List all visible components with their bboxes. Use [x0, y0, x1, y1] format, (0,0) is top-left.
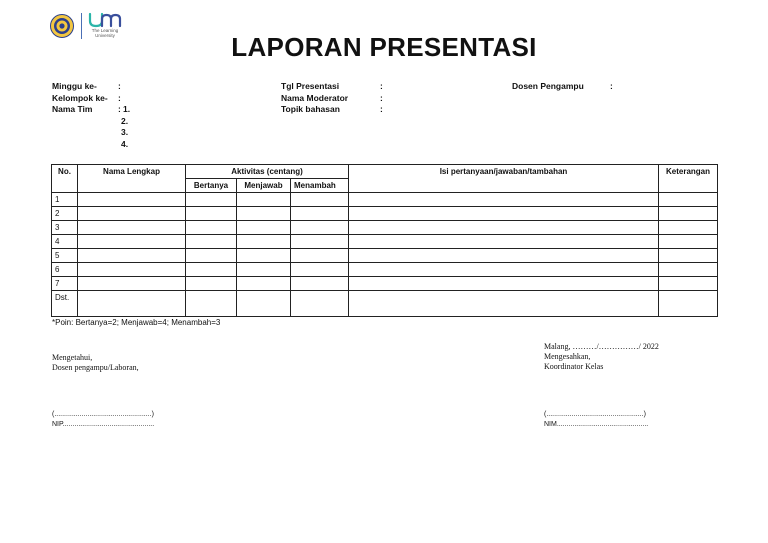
row-number: 6 — [52, 263, 78, 277]
field-label: Dosen Pengampu — [512, 81, 584, 91]
note-cell[interactable] — [659, 193, 718, 207]
menjawab-checkbox-cell[interactable] — [237, 263, 291, 277]
team-member-number: 2. — [121, 115, 129, 126]
signature-name-line: (..................................................) — [52, 411, 154, 418]
header-no: No. — [52, 165, 78, 193]
content-cell[interactable] — [349, 193, 659, 207]
points-note: *Poin: Bertanya=2; Menjawab=4; Menambah=3 — [52, 318, 221, 327]
header-isi: Isi pertanyaan/jawaban/tambahan — [349, 165, 659, 193]
content-cell[interactable] — [349, 221, 659, 235]
table-row — [52, 207, 718, 221]
note-cell[interactable] — [659, 277, 718, 291]
name-cell[interactable] — [78, 291, 186, 317]
menjawab-checkbox-cell[interactable] — [237, 249, 291, 263]
signature-name-line: (..................................................) — [544, 411, 646, 418]
signature-lines-left — [52, 410, 154, 430]
activity-table — [51, 164, 718, 317]
content-cell[interactable] — [349, 249, 659, 263]
bertanya-checkbox-cell[interactable] — [186, 263, 237, 277]
field-kelompok — [52, 93, 130, 105]
field-label: Nama Tim — [52, 104, 93, 114]
signature-caption: Mengetahui, — [52, 353, 93, 362]
bertanya-checkbox-cell[interactable] — [186, 221, 237, 235]
field-minggu — [52, 81, 130, 93]
header-nama-lengkap: Nama Lengkap — [78, 165, 186, 193]
signature-block-right — [544, 342, 659, 372]
table-row — [52, 291, 718, 317]
field-colon: : — [610, 81, 613, 91]
menjawab-checkbox-cell[interactable] — [237, 235, 291, 249]
lecturer-info-field — [512, 81, 613, 93]
table-row — [52, 235, 718, 249]
note-cell[interactable] — [659, 291, 718, 317]
header-bertanya: Bertanya — [186, 179, 237, 193]
name-cell[interactable] — [78, 193, 186, 207]
field-colon: : — [118, 92, 121, 103]
name-cell[interactable] — [78, 235, 186, 249]
bertanya-checkbox-cell[interactable] — [186, 291, 237, 317]
signature-role: Koordinator Kelas — [544, 362, 604, 371]
content-cell[interactable] — [349, 263, 659, 277]
row-number: 5 — [52, 249, 78, 263]
name-cell[interactable] — [78, 249, 186, 263]
header-menambah: Menambah — [291, 179, 349, 193]
content-cell[interactable] — [349, 207, 659, 221]
menambah-checkbox-cell[interactable] — [291, 249, 349, 263]
header-keterangan: Keterangan — [659, 165, 718, 193]
signature-caption: Mengesahkan, — [544, 352, 591, 361]
menambah-checkbox-cell[interactable] — [291, 207, 349, 221]
team-member-number: 3. — [121, 127, 129, 137]
bertanya-checkbox-cell[interactable] — [186, 277, 237, 291]
content-cell[interactable] — [349, 235, 659, 249]
row-number: Dst. — [52, 291, 78, 317]
header-menjawab: Menjawab — [237, 179, 291, 193]
name-cell[interactable] — [78, 207, 186, 221]
menambah-checkbox-cell[interactable] — [291, 263, 349, 277]
table-row — [52, 221, 718, 235]
bertanya-checkbox-cell[interactable] — [186, 235, 237, 249]
name-cell[interactable] — [78, 263, 186, 277]
menjawab-checkbox-cell[interactable] — [237, 193, 291, 207]
table-row — [52, 249, 718, 263]
name-cell[interactable] — [78, 221, 186, 235]
menjawab-checkbox-cell[interactable] — [237, 221, 291, 235]
row-number: 3 — [52, 221, 78, 235]
field-colon: : — [118, 104, 121, 114]
menambah-checkbox-cell[interactable] — [291, 235, 349, 249]
row-number: 2 — [52, 207, 78, 221]
table-row — [52, 263, 718, 277]
field-dosen-pengampu — [512, 81, 613, 93]
bertanya-checkbox-cell[interactable] — [186, 193, 237, 207]
menjawab-checkbox-cell[interactable] — [237, 291, 291, 317]
note-cell[interactable] — [659, 235, 718, 249]
field-colon: : — [380, 92, 383, 103]
team-member-number: 1. — [123, 104, 131, 114]
field-topik-bahasan — [281, 104, 383, 116]
menjawab-checkbox-cell[interactable] — [237, 207, 291, 221]
table-row — [52, 193, 718, 207]
name-cell[interactable] — [78, 277, 186, 291]
um-logo-icon — [88, 11, 122, 29]
table-row — [52, 277, 718, 291]
menambah-checkbox-cell[interactable] — [291, 277, 349, 291]
field-label: Tgl Presentasi — [281, 81, 340, 91]
field-label: Nama Moderator — [281, 92, 349, 103]
signature-block-left — [52, 353, 139, 373]
signature-role: Dosen pengampu/Laboran, — [52, 363, 139, 372]
bertanya-checkbox-cell[interactable] — [186, 207, 237, 221]
content-cell[interactable] — [349, 277, 659, 291]
content-cell[interactable] — [349, 291, 659, 317]
note-cell[interactable] — [659, 207, 718, 221]
field-label: Topik bahasan — [281, 104, 340, 114]
field-colon: : — [118, 81, 121, 91]
header-aktivitas: Aktivitas (centang) — [186, 165, 349, 179]
signature-date-line: Malang, ………/……………/ 2022 — [544, 342, 659, 351]
row-number: 4 — [52, 235, 78, 249]
signature-nim-line: NIM............................................... — [544, 421, 649, 428]
note-cell[interactable] — [659, 221, 718, 235]
row-number: 7 — [52, 277, 78, 291]
field-tgl-presentasi — [281, 81, 383, 93]
field-colon: : — [380, 81, 383, 91]
note-cell[interactable] — [659, 249, 718, 263]
note-cell[interactable] — [659, 263, 718, 277]
bertanya-checkbox-cell[interactable] — [186, 249, 237, 263]
signature-nip-line: NIP............................................... — [52, 421, 155, 428]
signature-lines-right — [544, 410, 648, 430]
presentation-info-fields — [281, 81, 383, 116]
field-label: Kelompok ke- — [52, 92, 108, 103]
logo-tagline: The Learning University — [91, 28, 119, 38]
group-info-fields — [52, 81, 130, 150]
menambah-checkbox-cell[interactable] — [291, 291, 349, 317]
field-colon: : — [380, 104, 383, 114]
menambah-checkbox-cell[interactable] — [291, 221, 349, 235]
menjawab-checkbox-cell[interactable] — [237, 277, 291, 291]
row-number: 1 — [52, 193, 78, 207]
team-member-number: 4. — [121, 138, 129, 149]
field-label: Minggu ke- — [52, 81, 97, 91]
document-title: LAPORAN PRESENTASI — [231, 32, 537, 62]
menambah-checkbox-cell[interactable] — [291, 193, 349, 207]
field-nama-tim — [52, 104, 130, 116]
field-nama-moderator — [281, 93, 383, 105]
